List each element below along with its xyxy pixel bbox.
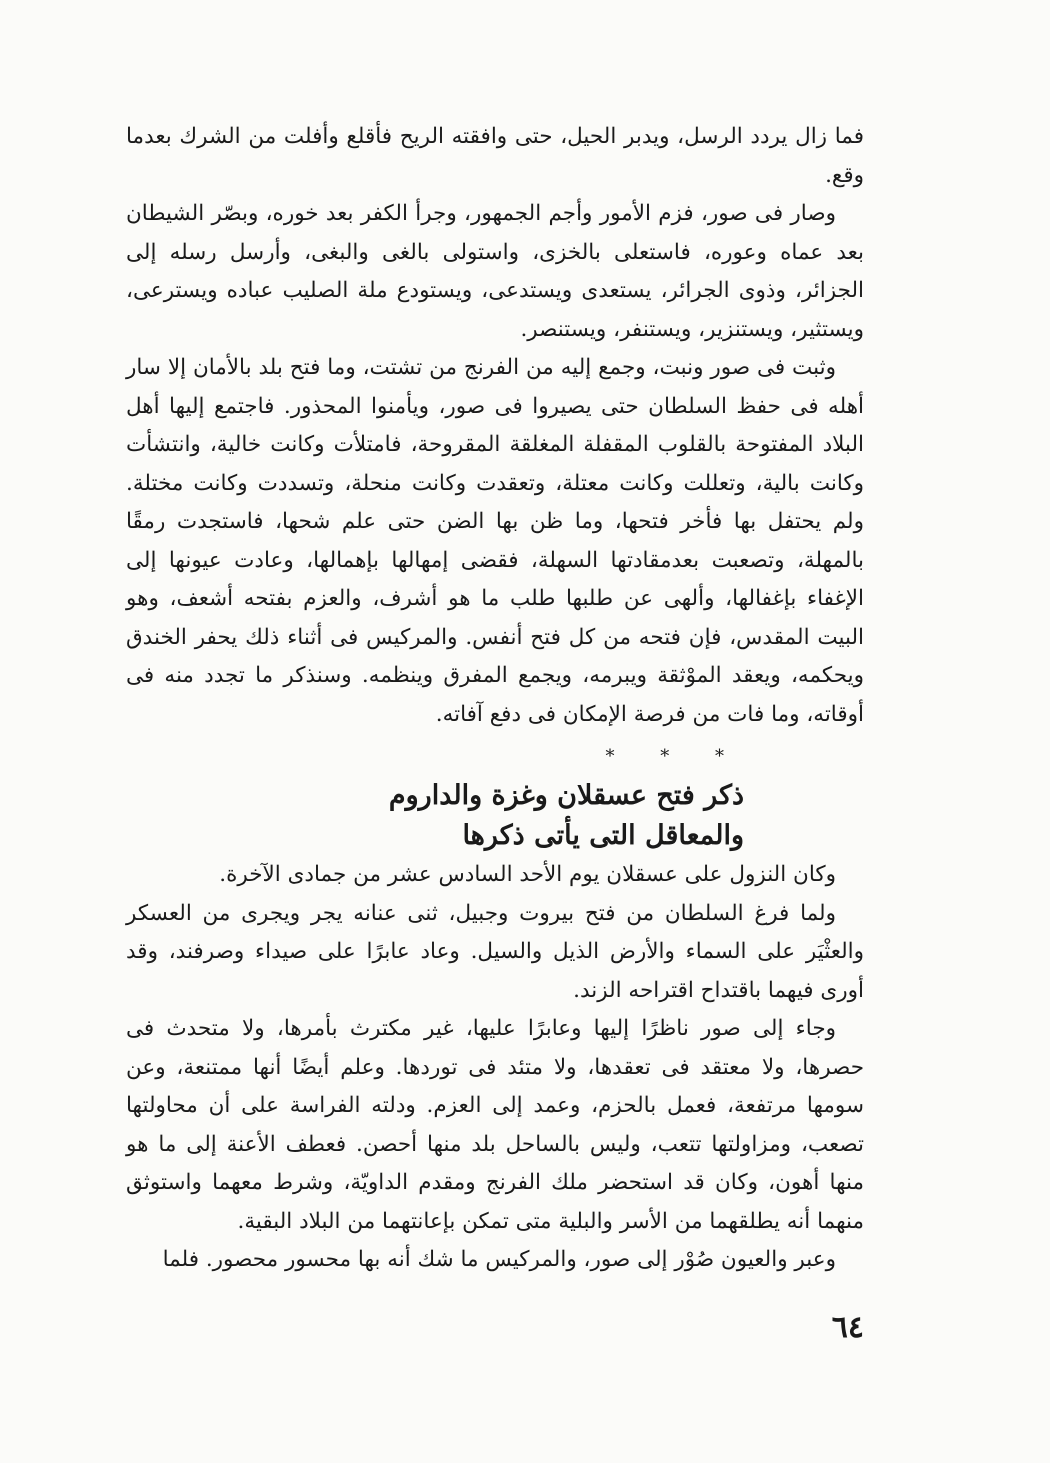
section-heading-line-1: ذكر فتح عسقلان وغزة والداروم	[388, 780, 744, 811]
body-text	[126, 118, 864, 1280]
section-heading-line-2: والمعاقل التى يأتى ذكرها	[462, 820, 744, 851]
paragraph: فما زال يردد الرسل، ويدبر الحيل، حتى وافقته الريح فأقلع وأفلت من الشرك بعدما وقع.	[126, 124, 864, 188]
paragraph: وكان النزول على عسقلان يوم الأحد السادس عشر من جمادى الآخرة.	[219, 862, 836, 887]
paragraph: وثبت فى صور ونبت، وجمع إليه من الفرنج من تشتت، وما فتح بلد بالأمان إلا سار أهله فى حفظ السلطان حتى يصيروا فى صور، ويأمنوا المحذور. فاجتمع إليها أهل البلاد المفتوحة بالقلوب المقفلة المغلقة المقروحة، فامتلأت وكانت خالية، وانتشأت وكانت بالية، وتعللت وكانت معتلة، وتعقدت وكانت منحلة، وتسددت وكانت مختلة. ولم يحتفل بها فأخر فتحها، وما ظن بها الضن حتى علم شحها، فاستجدت رمقًا بالمهلة، وتصعبت بعدمقادتها السهلة، فقضى إمهالها بإهمالها، وعادت عيونها إلى الإغفاء بإغفالها، وألهى عن طلبها طلب ما هو أشرف، والعزم بفتحه أشعف، وهو البيت المقدس، فإن فتحه من كل فتح أنفس. والمركيس فى أثناء ذلك يحفر الخندق ويحكمه، ويعقد الموْثقة ويبرمه، ويجمع المفرق وينظمه. وسنذكر ما تجدد منه فى أوقاته، وما فات من فرصة الإمكان فى دفع آفاته.	[126, 355, 864, 727]
page-number: ٦٤	[831, 1310, 864, 1345]
paragraph: وصار فى صور، فزم الأمور وأجم الجمهور، وجرأ الكفر بعد خوره، وبصّر الشيطان بعد عماه وعوره، فاستعلى بالخزى، واستولى بالغى والبغى، وأرسل رسله إلى الجزائر، وذوى الجرائر، يستعدى ويستدعى، ويستودع ملة الصليب عباده ويسترعى، ويستثير، ويستنزير، ويستنفر، ويستنصر.	[126, 201, 864, 342]
paragraph: ولما فرغ السلطان من فتح بيروت وجبيل، ثنى عنانه يجر ويجرى من العسكر والعثْيَر على السماء والأرض الذيل والسيل. وعاد عابرًا على صيداء وصرفند، وقد أورى فيهما باقتداح اقتراحه الزند.	[126, 900, 864, 1003]
paragraph: وجاء إلى صور ناظرًا إليها وعابرًا عليها، غير مكترث بأمرها، ولا متحدث فى حصرها، ولا معتقد فى تعقدها، ولا متئد فى توردها. وعلم أيضًا أنها ممتنعة، وعن سومها مرتفعة، فعمل بالحزم، وعمد إلى العزم. ودلته الفراسة على أن محاولتها تصعب، ومزاولتها تتعب، وليس بالساحل بلد منها أحصن. فعطف الأعنة إلى ما هو منها أهون، وكان قد استحضر ملك الفرنج ومقدم الداويّة، وشرط معهما واستوثق منهما أنه يطلقهما من الأسر والبلية متى تمكن بإعانتهما من البلاد البقية.	[126, 1016, 864, 1234]
section-separator: * * *	[605, 746, 744, 767]
paragraph: وعبر والعيون صُوْر إلى صور، والمركيس ما شك أنه بها محسور محصور. فلما	[162, 1247, 836, 1272]
